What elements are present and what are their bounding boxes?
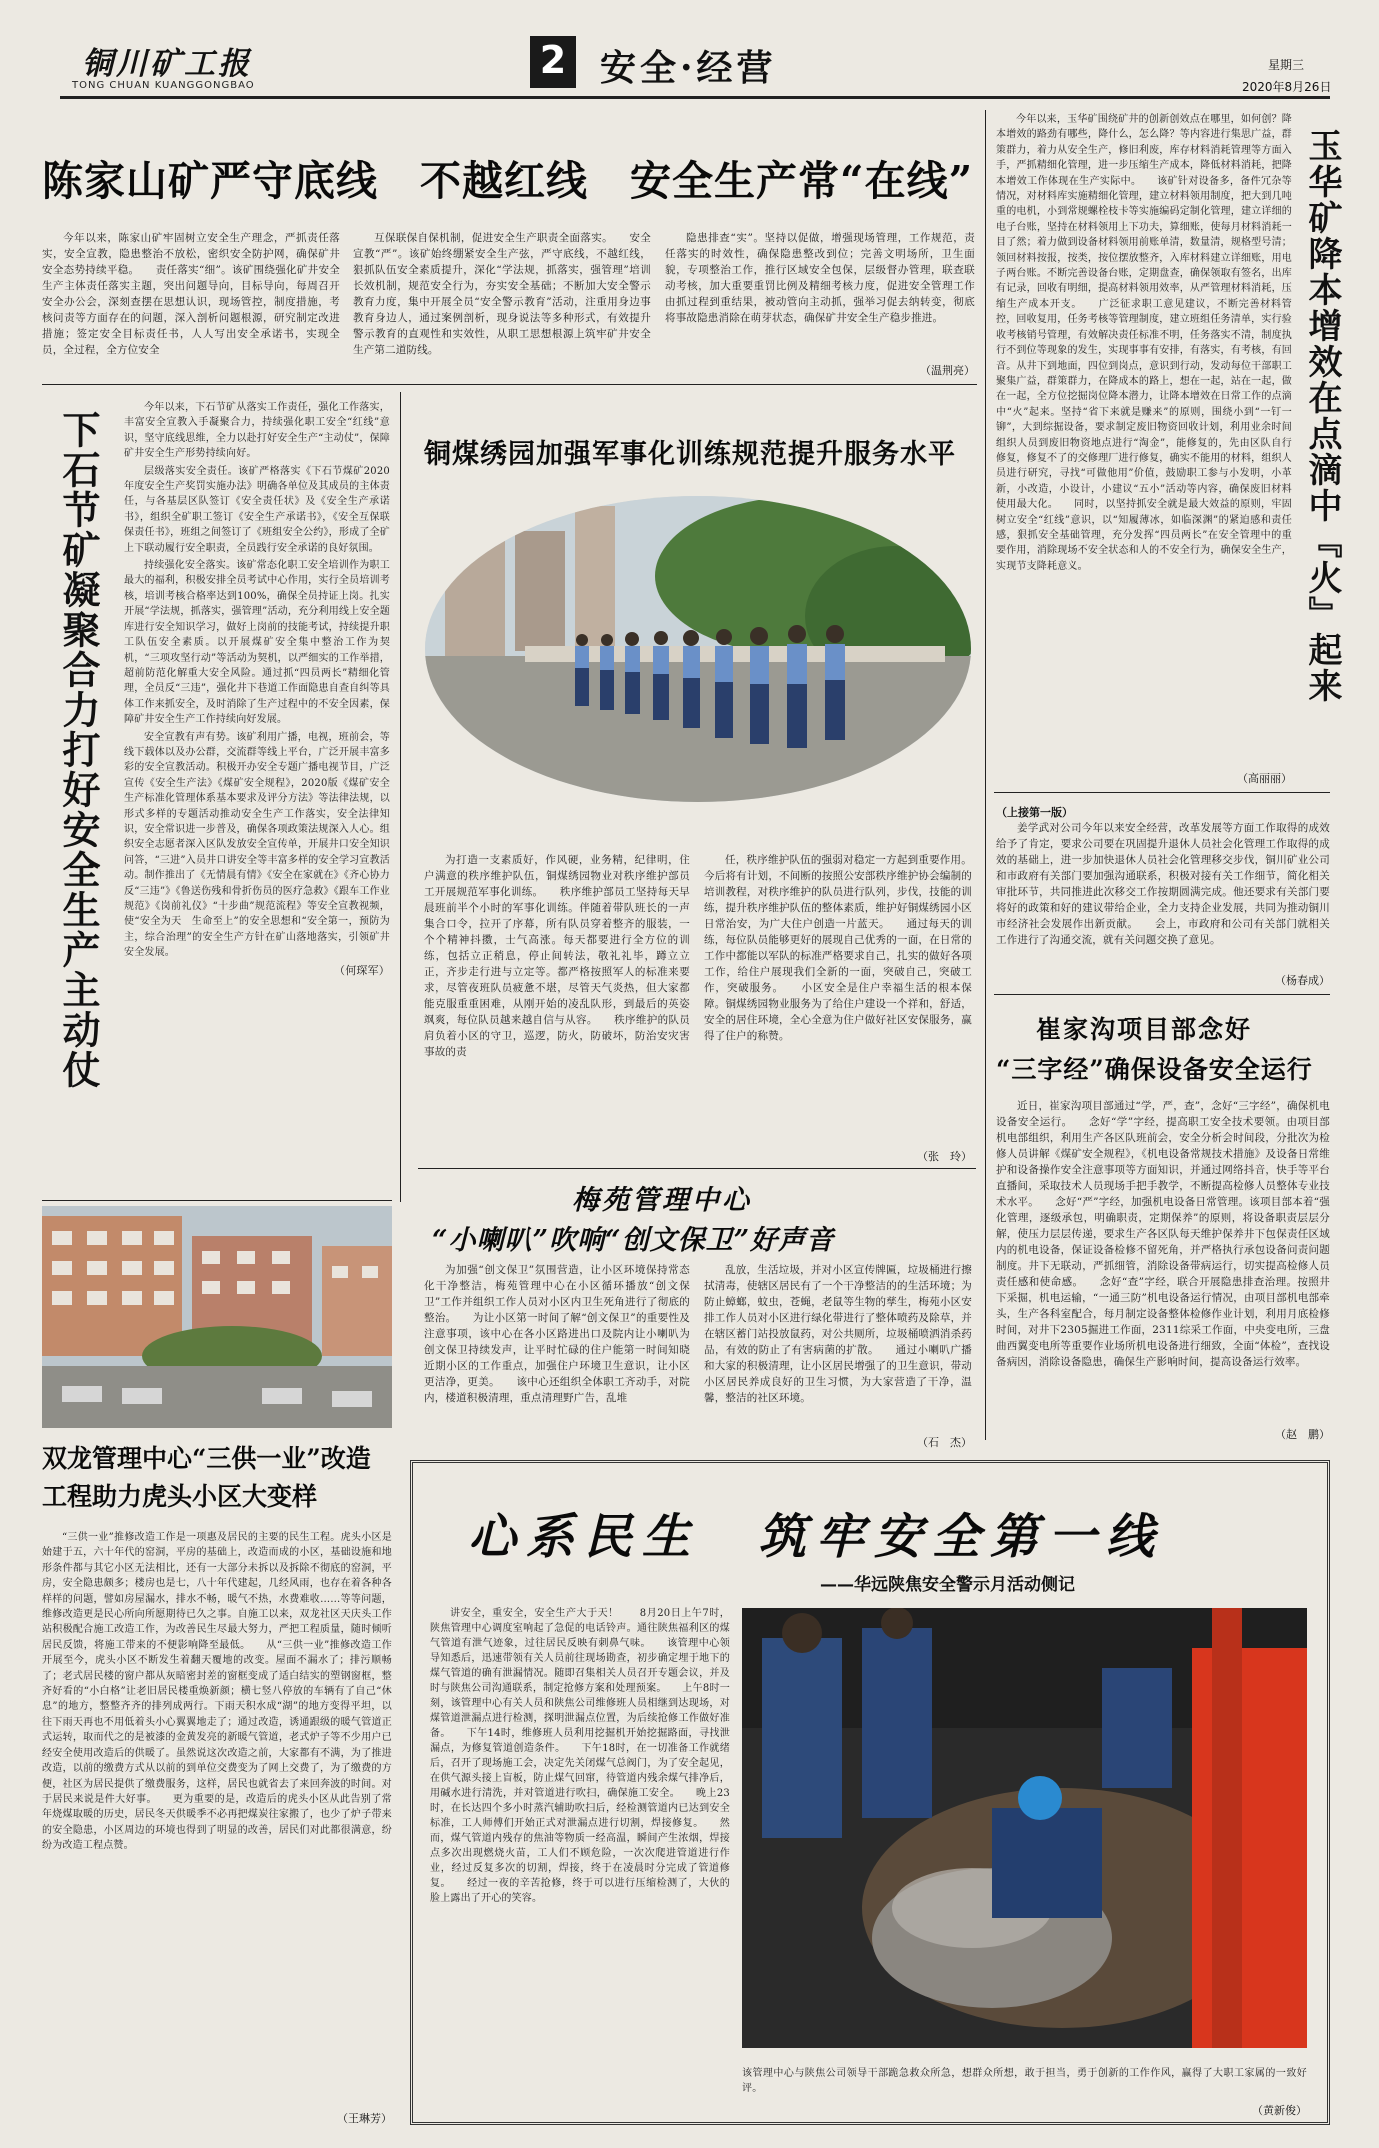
right-rule-2	[994, 994, 1330, 995]
issue-date: 2020年8月26日	[1242, 80, 1332, 94]
a3-photo-graphic	[425, 496, 971, 802]
a6-headline-line1: 崔家沟项目部念好	[1036, 1015, 1253, 1044]
page-number: 2	[539, 38, 567, 82]
weekday: 星期三	[1268, 58, 1305, 72]
a2-p2: 层级落实安全责任。该矿严格落实《下石节煤矿2020年度安全生产奖罚实施办法》明确各单位及其成员的主体责任，与各基层区队签订《安全责任状》及《安全生产承诺书》，组织全矿职工签订《安全生产承诺书》，《安全互保联保责任书》，班组之间签订了《班组安全公约》，形成了全矿上下联动履行安全职责，全员践行安全承诺的良好氛围。	[124, 465, 390, 554]
a3-col-1: 为打造一支素质好，作风硬，业务精，纪律明，住户满意的秩序维护队伍，铜煤绣园物业对秩序维护部员工开展规范军事化训练。 秩序维护部员工坚持每天早晨班前半个小时的军事化训练。伴随着带队班长的一声集合口令，拉开了序幕，所有队员穿着整齐的服装，一个个精神抖擞，士气高涨。每天都要进行全方位的训练，包括立正稍息，停止间转法，敬礼礼毕，蹲立立正，齐步走行进与立定等。都严格按照军人的标准来要求，尽管夜班队员疲惫不堪，尽管天气炎热，但大家都能克服重重困难，从刚开始的凌乱队形，到最后的英姿飒爽，每位队员越来越自信与从容。 秩序维护的队员肩负着小区的守卫，巡逻，防火，防破坏，防治安灾害事故的责	[424, 854, 690, 1058]
a1-headline: 陈家山矿严守底线 不越红线 安全生产常“在线”	[42, 157, 974, 205]
paper-name-logo: 铜川矿工报	[82, 46, 252, 82]
left-col-separator	[400, 392, 401, 1202]
section-title: 安全·经营	[600, 47, 777, 89]
a9-headline: 心系民生 筑牢安全第一线	[468, 1509, 1165, 1565]
a5-body: 姜学武对公司今年以来安全经营，改革发展等方面工作取得的成效给予了肯定，要求公司要在巩固提升退休人员社会化管理工作取得的成效的基础上，进一步加快退休人员社会化管理移交步伐，铜川矿业公司和市政府有关部门要加强沟通联系，积极对接有关工作细节，简化相关审批环节，共同推进此次移交工作按期圆满完成。他还要求有关部门要将好的政策和好的建议带给企业，全力支持企业发展，共同为推动铜川市经济社会发展作出新贡献。 会上，市政府和公司有关部门就相关工作进行了沟通交流，就有关问题交换了意见。	[996, 822, 1330, 946]
left-photo-rule	[42, 1200, 392, 1201]
a5-credit: （杨春成）	[1275, 974, 1330, 987]
masthead	[0, 0, 1379, 100]
a1-col-3: 隐患排查“实”。坚持以促做，增强现场管理，工作规范，责任落实的时效性，确保隐患整改到位；完善文明场所，卫生面貌，专项整治工作，推行区域安全包保，层级督办管理，联查联动考核，加大重要重罚比例及精细考核力度，促进安全管理工作由抓过程到重结果，被动管向主动抓，强举习促去纳转变，彻底将事故隐患消除在萌芽状态，确保矿井安全生产稳步推进。	[665, 232, 975, 324]
center-col-separator	[985, 110, 986, 1440]
a4-credit: （高丽丽）	[1237, 772, 1292, 785]
a2-p1: 今年以来，下石节矿从落实工作责任，强化工作落实，丰富安全宣教入手凝聚合力，持续强化职工安全“红线”意识，坚守底线思维，全力以赴打好安全生产“主动仗”，保障矿井安全生产形势持续向好。	[124, 402, 390, 460]
a7-col-2: 乱放，生活垃圾，并对小区宣传牌匾，垃圾桶进行擦拭清毒，使辖区居民有了一个干净整洁的的生活环境；为防止蟑螂，蚊虫，苍蝇，老鼠等生物的孳生，梅苑小区安排工作人员对小区进行绿化带进行了整体喷药及除草，并在辖区蓄门站投放鼠药，对公共厕所，垃圾桶喷洒消杀药品，有效的防止了有害病菌的扩散。 通过小喇叭广播和大家的积极清理，让小区居民增强了的卫生意识，带动小区居民养成良好的卫生习惯，为大家营造了干净，温馨，整洁的社区环境。	[704, 1264, 972, 1404]
a1-bottom-rule	[42, 384, 977, 385]
a2-body	[124, 400, 390, 978]
a1-col-2: 互保联保自保机制，促进安全生产职责全面落实。 安全宣教“严”。该矿始终绷紧安全生产弦，严守底线，不越红线，狠抓队伍安全素质提升，深化“学法规，抓落实，强管理”培训长效机制，规范安全行为，夯实安全基础；不断加大安全警示教育力度，集中开展全员“安全警示教育”活动，注重用身边事教育身边人，通过案例剖析，现身说法等多种形式，有效提升警示教育的直观性和实效性，从职工思想根源上筑牢矿井安全生产第二道防线。	[353, 232, 651, 356]
a4-vertical-title: 玉华矿降本增效在点滴中『火』起来	[1302, 128, 1342, 704]
a8-body: “三供一业”推修改造工作是一项惠及居民的主要的民生工程。虎头小区是始建于五，六十年代的窑洞，平房的基础上，改造而成的小区，基础设施和地形条件都与其它小区无法相比，还有一大部分未拆以及拆除不彻底的窑洞，平房，安全隐患颇多；楼房也是七，八十年代建起，几经风雨，也存在着各种各样样的问题，譬如房屋漏水，排水不畅，暖气不热，水费难收……等等问题，维修改造更是民心所向所愿期待已久之事。自施工以来，双龙社区天庆头工作站积极配合施工改造工作，为改善民生尽最大努力，严把工程质量，随时倾听居民反馈，将施工带来的不便影响降至最低。 从“三供一业”推修改造工作开展至今，虎头小区不断发生着翻天覆地的改变。屋面不漏水了；排污顺畅了；老式居民楼的窗户都从灰暗密封差的窗框变成了适白结实的塑钢窗框，整齐好看的“小白格”让老旧居民楼重焕新颜；横七竖八停放的车辆有了自己“休息”的地方，整整齐齐的排列成两行。下雨天积水成“湖”的地方变得平坦，以往下雨天再也不用低着头小心翼翼地走了；通过改造，诱通跟级的暖气管道正式运转，取而代之的是被漆的金黄发亮的新暖气管道，老式炉子等不少用户已经安全使用改造后的供暖了。虽然说这次改造之前，大家都有不满，为了推进改造，以前的缴费方式从以前的到单位交费变为了网上交费了，为了缴费的方便，社区为居民提供了缴费服务，这样，居民也就省去了来回奔波的时间。对于居民来说是件大好事。 更为重要的是，改造后的虎头小区从此告别了常年烧煤取暖的历史，居民冬天供暖季不必再把煤炭往家搬了，也少了炉子带来的安全隐患，小区周边的环境也得到了明显的改善，居民们对此都很满意，纷纷为改造工程点赞。	[42, 1532, 392, 1852]
a8-headline: 双龙管理中心“三供一业”改造工程助力虎头小区大变样	[42, 1444, 371, 1511]
a8-photo-residential-compound	[42, 1206, 392, 1428]
a9-subtitle: ——华远陕焦安全警示月活动侧记	[820, 1575, 1075, 1595]
a1-credit: （温荆亮）	[920, 364, 975, 377]
a6-body: 近日，崔家沟项目部通过“学，严，查”，念好“三字经”，确保机电设备安全运行。 念好“学”字经，提高职工安全技术要领。由项目部机电部组织，利用生产各区队班前会，安全分析会时间段，分批次为检修人员讲解《煤矿安全规程》，《机电设备常规技术措施》及设备日常维护和设备操作安全注意事项等方面知识，并通过网络抖音，快手等平台直播间，采取技术人员现场手把手教学，不断提高检修人员整体专业技术水平。 念好“严”字经，加强机电设备日常管理。该项目部本着“强化管理，逐级承包，明确职责，定期保养”的原则，将设备职责层层分解，使压力层层传递，要求生产各区队每天维护保养井下包保责任区域内的机电设备，保证设备检修不留死角，并严格执行承包设备问责问题制度。井下无联动，严抓细管，消除设备带病运行，切实提高检修人员责任感和使命感。 念好“查”字经，联合开展隐患排查治理。按照井下采掘，机电运输，“一通三防”机电设备运行情况，由项目部机电部牵头，生产各科室配合，每月制定设备整体检修作业计划，利用月底检修时间，对井下2305掘进工作面，2311综采工作面，中央变电所，三盘曲西翼变电所等重要作业场所机电设备进行细致，全面“体检”，查找设备病因，消除设备隐患，确保生产影响时间，提高设备运行效率。	[996, 1100, 1330, 1368]
a9-body: 讲安全，重安全，安全生产大于天！ 8月20日上午7时，陕焦管理中心调度室响起了急促的电话铃声。通往陕焦福利区的煤气管道有泄气迹象，过往居民反映有刺鼻气味。 该管理中心领导知悉后，迅速带领有关人员前往现场勘查，初步确定埋于地下的煤气管道的确有泄漏情况。随即召集相关人员召开专题会议，并及时与陕焦公司沟通联系，制定抢修方案和处理预案。 上午8时一刻，该管理中心有关人员和陕焦公司维修班人员相继到达现场，对煤管道泄漏点进行检测，探明泄漏点位置，为后续抢修工作做好准备。 下午14时，维修班人员利用挖掘机开始挖掘路面，寻找泄漏点，为修复管道创造条件。 下午18时，在一切准备工作就绪后，召开了现场施工会，决定先关闭煤气总阀门，为了安全起见，在供气源头接上盲板，防止煤气回窜，待管道内残余煤气排净后，用碱水进行清洗，并对管道进行吹扫，确保施工安全。 晚上23时，在长达四个多小时蒸汽辅助吹扫后，经检测管道内已达到安全标准，工人师傅们开始正式对泄漏点进行切割，焊接修复。 然而，煤气管道内残存的焦油等物质一经高温，瞬间产生浓烟，焊接点多次出现燃烧火苗，工人们不顾危险，一次次爬进管道进行作业，经过反复多次的切割，焊接，终于在凌晨时分完成了管道修复。 经过一夜的辛苦抢修，终于可以进行压缩检测了，大伙的脸上露出了开心的笑容。	[430, 1608, 730, 1904]
a6-headline-line2: “三字经”确保设备安全运行	[996, 1055, 1313, 1084]
masthead-rule	[60, 96, 1330, 99]
a7-headline-line1: 梅苑管理中心	[572, 1185, 752, 1216]
paper-pinyin: TONG CHUAN KUANGGONGBAO	[72, 80, 255, 91]
a3-credit: （张 玲）	[917, 1150, 972, 1163]
a3-col-2: 任，秩序维护队伍的强弱对稳定一方起到重要作用。今后将有计划，不间断的按照公安部秩序维护协会编制的培训教程，对秩序维护的队员进行队列，步伐，技能的训练，提升秩序维护队伍的整体素质，维护好铜煤绣园小区日常治安，为广大住户创造一片蓝天。 通过每天的训练，每位队员能够更好的展现自己优秀的一面，在日常的工作中都能以军队的标准严格要求自己，扎实的做好各项工作，给住户展现我们全新的一面，突破自己，突破工作，突破服务。 小区安全是住户幸福生活的根本保障。铜煤绣园物业服务为了给住户建设一个祥和，舒适，安全的居住环境，全心全意为住户做好社区安保服务，赢得了住户的称赞。	[704, 854, 972, 1042]
a9-credit: （黄新俊）	[1252, 2104, 1307, 2117]
right-rule-1	[994, 792, 1330, 793]
a7-credit: （石 杰）	[917, 1436, 972, 1449]
a7-headline-line2: “小喇叭”吹响“创文保卫”好声音	[432, 1225, 835, 1256]
a5-label: （上接第一版）	[996, 806, 1073, 819]
a4-body: 今年以来，玉华矿围绕矿井的创新创效点在哪里，如何创？降本增效的路劲有哪些，降什么，怎么降？等内容进行集思广益，群策群力，着力从安全生产，修旧利废，库存材料消耗管理等方面入手，严抓精细化管理，进一步压缩生产成本，降低材料消耗，把降本增效工作体现在生产实际中。 该矿针对设备多，备件冗杂等情况，对材料库实施精细化管理，建立材料领用制度，把大到几吨重的电机，小到常规螺栓枝卡等实施编码定制化管理，建立详细的电子台账，坚持在材料领用上下功夫，算细账，使每月材料消耗一目了然；着力做到设备材料领用前账单清，数量清，规格型号清；领回材料按报，按类，按位摆放整齐，入库材料建立详细账，用电子两台账。不断完善设备台账，定期盘查，确保领取有签名，出库有记录，回收有明细，提高材料领用效率，从严管理材料消耗，压缩生产成本开支。 广泛征求职工意见建议，不断完善材料管控，回收复用，任务考核等管理制度，建立班组任务清单，实行验收考核销号管理，有效解决责任标准不明，任务落实不清，制度执行不到位等现象的发生，实现事事有安排，有落实，有考核，有回音。从井下到地面，四位到岗点，意识到行动，发动每位干部职工聚集广益，群策群力，在降成本的路上，想在一起，站在一起，做在一起，全方位挖掘岗位降本潜力，让降本增效在日常工作的点滴中“火”起来。坚持“省下来就是赚来”的原则，围绕小到“一钉一铆”，大到综掘设备，要求制定废旧物资回收计划，利用业余时间组织人员到废旧物资地点进行“淘金”，能修复的，先由区队自行修复，修复不了的交修理厂进行修复，确实不能用的材料，组织人员进行研究，寻找“可做他用”价值，鼓励职工参与小发明，小革新，小改造，小设计，小建议“五小”活动等内容，确保废旧材料使用最大化。 同时，以坚持抓安全就是最大效益的原则，牢固树立安全“红线”意识，以“知履薄冰，如临深渊”的紧迫感和责任感，狠抓安全基础管理，充分发挥“四员两长”在安全管理中的重要作用，消除现场不安全状态和人的不安全行为，确保安全生产，实现节支降耗意义。	[996, 114, 1292, 572]
a2-credit: （何琛军）	[334, 963, 390, 977]
a3-photo-security-team	[425, 496, 971, 802]
a2-vertical-title: 下石节矿凝聚合力打好安全生产主动仗	[56, 410, 101, 1090]
a7-col-1: 为加强“创文保卫”氛围营造，让小区环境保持常态化干净整洁，梅苑管理中心在小区循环播放“创文保卫”工作并组织工作人员对小区内卫生死角进行了彻底的整治。 为让小区第一时间了解“创文保卫”的重要性及注意事项，该中心在各小区路进出口及院内让小喇叭为创文保卫持续发声，让平时忙碌的住户能第一时间知晓近期小区的工作重点，加强住户环境卫生意识，让小区更洁净，更美。 该中心还组织全体职工齐动手，对院内，楼道积极清理，重点清理野广告，乱堆	[424, 1264, 690, 1404]
a8-photo-graphic	[42, 1206, 392, 1428]
a7-top-rule	[418, 1168, 976, 1169]
a6-credit: （赵 鹏）	[1275, 1428, 1330, 1441]
a2-p3: 持续强化安全落实。该矿常态化职工安全培训作为职工最大的福利，积极安排全员考试中心作用，实行全员培训考核，培训考核合格率达到100%，确保全员持证上岗。扎实开展“学法规，抓落实，强管理”活动，充分利用线上安全题库进行安全知识学习，做好上岗前的技能考试，持续提升职工队伍安全素质。以开展煤矿安全集中整治工作为契机，“三项攻坚行动”等活动为契机，以严细实的工作举措，超前防范化解重大安全风险。通过抓“四员两长”精细化管理，全员反“三违”，强化井下巷道工作面隐患自查自纠等具体工作来抓安全，及时消除了生产过程中的不安全因素，保障矿井安全生产工作持续向好发展。	[124, 560, 390, 726]
a9-photo-graphic	[742, 1608, 1307, 2048]
a9-photo-pipeline-repair	[742, 1608, 1307, 2048]
a2-p4: 安全宣教有声有势。该矿利用广播，电视，班前会，等线下载体以及办公群，交流群等线上平台，广泛开展丰富多彩的安全宣教活动。积极开办安全专题广播电视节目，广泛宣传《安全生产法》《煤矿安全规程》，2020版《煤矿安全生产标准化管理体系基本要求及评分方法》等法律法规，以形式多样的专题活动推动安全生产工作落实，安全法律知识，安全常识进一步普及，确保各项政策法规深入人心。组织安全志愿者深入区队发放安全宣传单，开展井口安全知识问答，“三进”入员井口讲安全等丰富多样的安全学习宣教活动。制作推出了《无情晨有情》《安全在家就在》《齐心协力反“三违”》《鲁送伤残和骨折伤员的医疗急救》《跟车工作业规范》《岗前礼仪》“十步曲”规范流程》等安全宣教视频，使“安全为天 生命至上”的安全思想和“安全第一，预防为主，综合治理”的安全生产方针在矿山落地落实，引领矿井安全发展。	[124, 731, 390, 959]
a8-credit: （王琳芳）	[337, 2112, 392, 2125]
a1-col-1: 今年以来，陈家山矿牢固树立安全生产理念，严抓责任落实，安全宣教，隐患整治不放松，密织安全防护网，确保矿井安全态势持续平稳。 责任落实“细”。该矿围绕强化矿井安全生产主体责任落实主题，突出问题导向，目标导向，每周召开安全办公会，深刻查摆在思想认识，现场管控，制度措施，考核问责等方面存在的问题，深入剖析问题根源，研究制定改进措施；签定安全目标责任书，人人写出安全承诺书，实现全员，全过程，全方位安全	[42, 232, 340, 356]
a3-headline: 铜煤绣园加强军事化训练规范提升服务水平	[424, 439, 956, 470]
a9-caption: 该管理中心与陕焦公司领导干部跪急救众所急，想群众所想，敢于担当，勇于创新的工作作风，赢得了大职工家属的一致好评。	[742, 2068, 1307, 2094]
